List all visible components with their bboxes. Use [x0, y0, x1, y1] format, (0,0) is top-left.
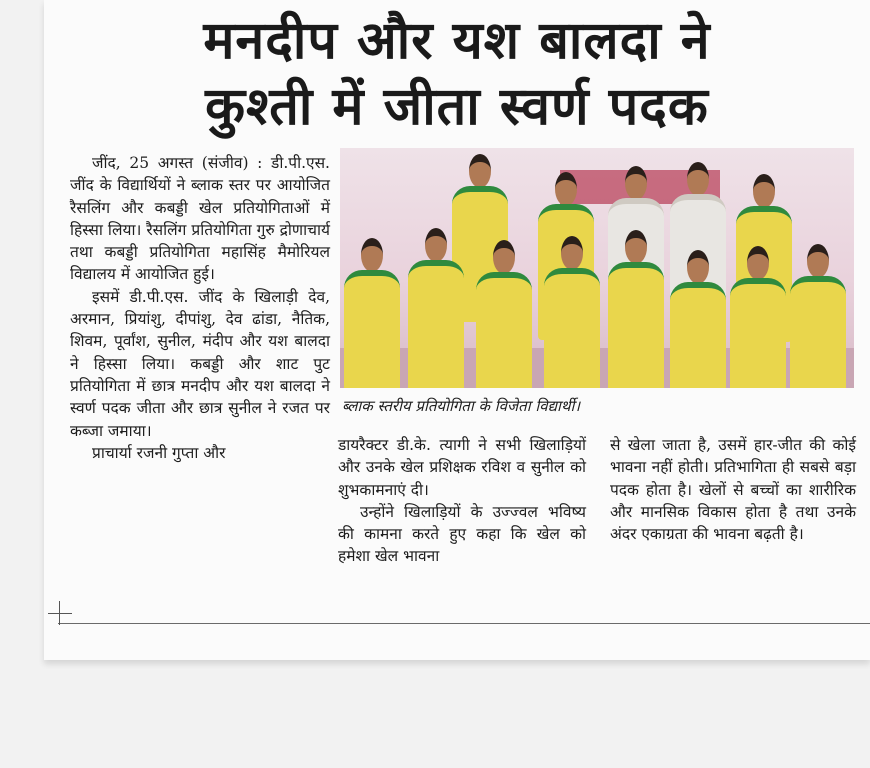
article-column-3	[610, 434, 856, 545]
headline-line-1: मनदीप और यश बालदा ने	[203, 11, 711, 71]
headline-line-2: कुश्ती में जीता स्वर्ण पदक	[205, 77, 709, 137]
student-figure	[790, 244, 846, 388]
bottom-rule	[58, 623, 870, 624]
column3-paragraph-1: से खेला जाता है, उसमें हार-जीत की कोई भावना नहीं होती। प्रतिभागिता ही सबसे बड़ा पदक होता है। खेलों से बच्चों का शारीरिक और मानसिक विकास होता है तथा उनके अंदर एकाग्रता की भावना बढ़ती है।	[610, 436, 856, 544]
headline	[44, 8, 870, 140]
column2-paragraph-2: उन्होंने खिलाड़ियों के उज्ज्वल भविष्य की कामना करते हुए कहा कि खेल को हमेशा खेल भावना	[338, 502, 586, 566]
article-column-1	[70, 152, 330, 464]
student-figure	[476, 240, 532, 388]
column1-paragraph-1: जींद, 25 अगस्त (संजीव) : डी.पी.एस. जींद के विद्यार्थियों ने ब्लाक स्तर पर आयोजित रैसलिंग और कबड्डी खेल प्रतियोगिताओं में हिस्सा लिया। रैसलिंग प्रतियोगिता गुरु द्रोणाचार्य तथा कबड्डी प्रतियोगिता महासिंह मैमोरियल विद्यालय में आयोजित हुई।	[70, 154, 330, 284]
article-column-2	[338, 434, 586, 568]
column2-paragraph-1: डायरैक्टर डी.के. त्यागी ने सभी खिलाड़ियों और उनके खेल प्रशिक्षक रविश व सुनील को शुभकामनाएं दी।	[338, 436, 586, 499]
winners-group-photo	[340, 148, 854, 388]
photo-caption: ब्लाक स्तरीय प्रतियोगिता के विजेता विद्यार्थी।	[342, 397, 581, 415]
crop-mark	[48, 613, 72, 614]
newspaper-clipping	[44, 0, 870, 660]
student-figure	[408, 228, 464, 388]
student-figure	[344, 238, 400, 388]
student-figure	[608, 230, 664, 388]
student-figure	[730, 246, 786, 388]
student-figure	[544, 236, 600, 388]
student-figure	[670, 250, 726, 388]
column1-paragraph-2: इसमें डी.पी.एस. जींद के खिलाड़ी देव, अरमान, प्रियांशु, दीपांशु, देव ढांडा, नैतिक, शिवम, पूर्वांश, सुनील, मंदीप और यश बालदा ने हिस्सा लिया। कबड्डी और शाट पुट प्रतियोगिता में छात्र मनदीप और यश बालदा ने स्वर्ण पदक जीता और छात्र सुनील ने रजत पर कब्जा जमाया।	[70, 287, 330, 440]
column1-paragraph-3: प्राचार्या रजनी गुप्ता और	[92, 443, 226, 462]
crop-mark	[59, 601, 60, 625]
